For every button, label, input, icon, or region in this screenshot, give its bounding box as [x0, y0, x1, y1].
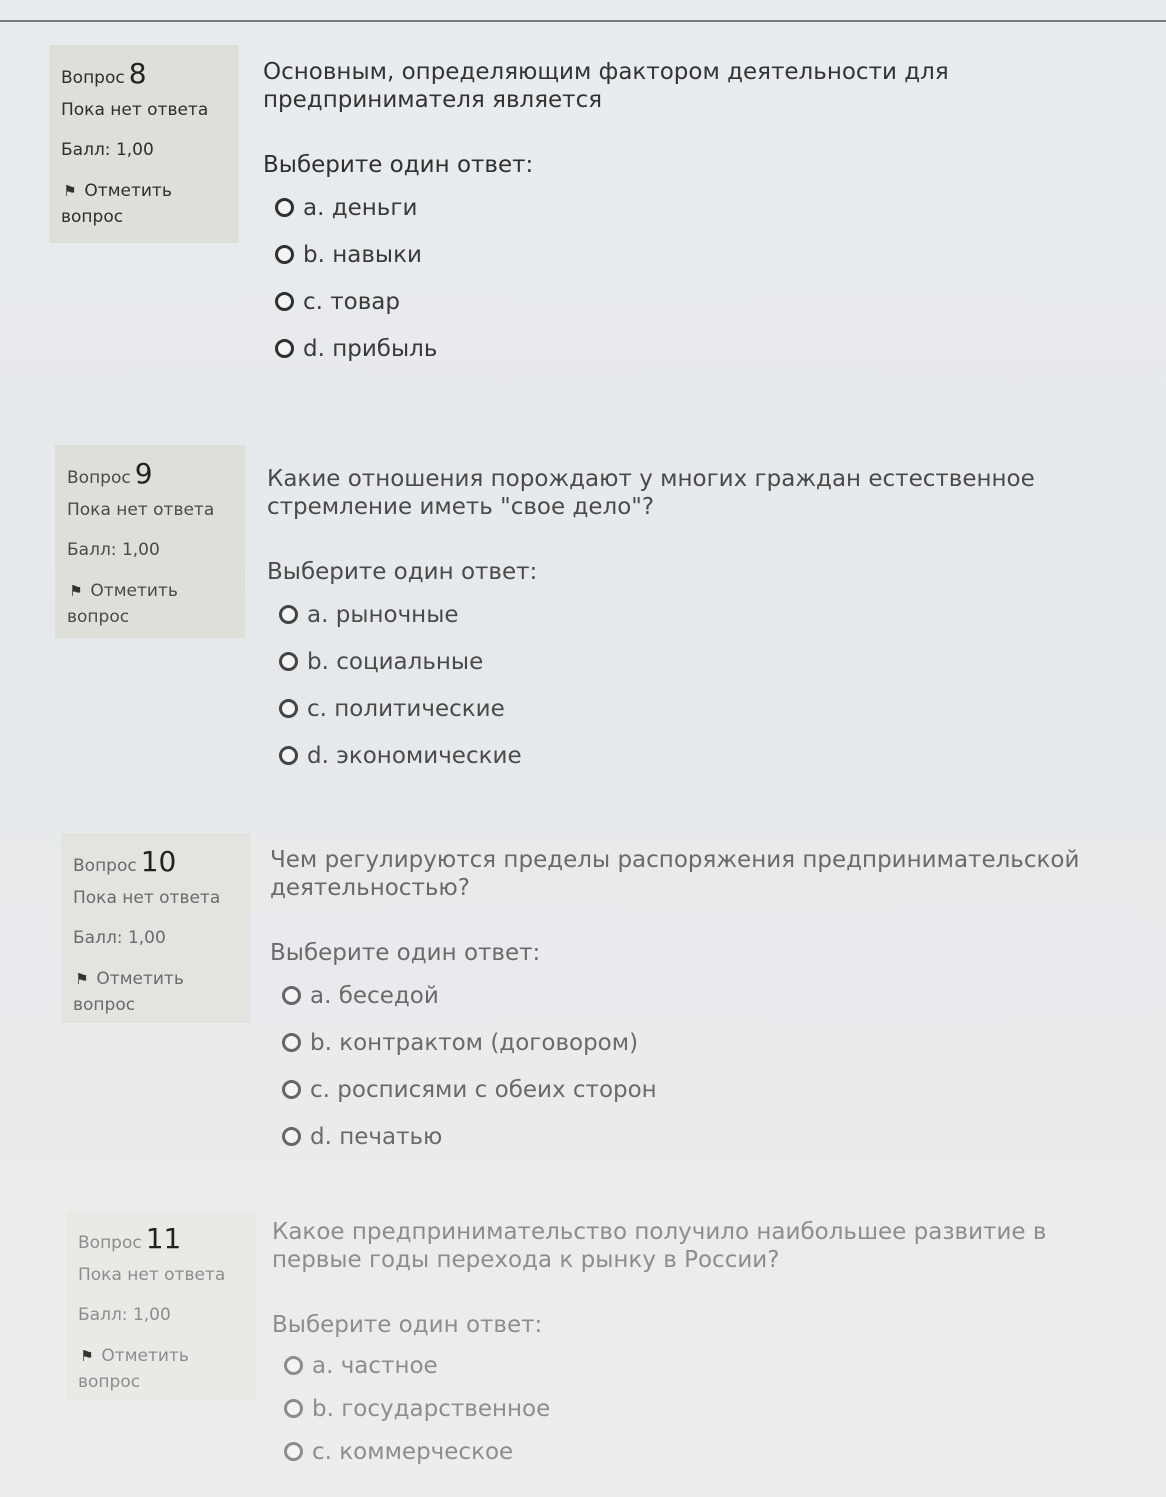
answer-option-c[interactable]: [275, 278, 1103, 325]
question-info: [66, 1210, 256, 1400]
flag-question-label: Отметить вопрос: [67, 581, 178, 627]
answer-prompt: Выберите один ответ:: [272, 1312, 543, 1338]
answer-option-d[interactable]: [279, 732, 1107, 779]
radio-button[interactable]: [284, 1399, 303, 1418]
answer-option-d[interactable]: [282, 1113, 1110, 1160]
radio-button[interactable]: [282, 986, 301, 1005]
question-content: [272, 1218, 1112, 1473]
answer-list: [270, 972, 1110, 1160]
flag-icon: ⚑: [69, 582, 83, 600]
radio-button[interactable]: [279, 605, 298, 624]
question-label: Вопрос: [73, 856, 137, 876]
answer-label: c. товар: [303, 288, 400, 315]
answer-option-a[interactable]: [275, 184, 1103, 231]
flag-question-label: Отметить вопрос: [73, 969, 184, 1015]
answer-option-b[interactable]: [275, 231, 1103, 278]
radio-button[interactable]: [279, 699, 298, 718]
answer-option-c[interactable]: [284, 1430, 1112, 1473]
answer-prompt: Выберите один ответ:: [267, 559, 538, 585]
answer-label: b. государственное: [312, 1395, 551, 1422]
question-state: Пока нет ответа: [61, 100, 209, 120]
flag-icon: ⚑: [63, 182, 77, 200]
question-info: [49, 45, 239, 243]
question-grade: Балл: 1,00: [61, 140, 154, 160]
answer-prompt: Выберите один ответ:: [270, 940, 541, 966]
question-grade: Балл: 1,00: [67, 540, 160, 560]
answer-label: b. контрактом (договором): [310, 1029, 639, 1056]
answer-label: b. социальные: [307, 648, 484, 675]
answer-label: a. деньги: [303, 194, 418, 221]
answer-label: d. печатью: [310, 1123, 443, 1150]
answer-label: a. беседой: [310, 982, 439, 1009]
question-info: [61, 833, 251, 1023]
flag-icon: ⚑: [75, 970, 89, 988]
question-info: [55, 445, 245, 638]
question-state: Пока нет ответа: [67, 500, 215, 520]
radio-button[interactable]: [282, 1080, 301, 1099]
answer-label: b. навыки: [303, 241, 422, 268]
radio-button[interactable]: [284, 1356, 303, 1375]
question-content: [263, 58, 1103, 372]
flag-question-link[interactable]: [61, 178, 229, 230]
answer-label: a. рыночные: [307, 601, 459, 628]
answer-option-b[interactable]: [282, 1019, 1110, 1066]
answer-option-a[interactable]: [282, 972, 1110, 1019]
radio-button[interactable]: [275, 245, 294, 264]
flag-question-link[interactable]: [67, 578, 235, 630]
radio-button[interactable]: [282, 1127, 301, 1146]
answer-list: [267, 591, 1107, 779]
flag-question-link[interactable]: [73, 966, 241, 1018]
question-text: Какое предпринимательство получило наибольшее развитие в первые годы перехода к рынку в России?: [272, 1219, 1047, 1273]
answer-label: d. прибыль: [303, 335, 438, 362]
radio-button[interactable]: [284, 1442, 303, 1461]
top-divider: [0, 20, 1166, 22]
answer-option-b[interactable]: [284, 1387, 1112, 1430]
radio-button[interactable]: [279, 746, 298, 765]
answer-label: c. политические: [307, 695, 505, 722]
question-number: 11: [145, 1222, 182, 1255]
answer-label: a. частное: [312, 1352, 438, 1379]
question-text: Какие отношения порождают у многих граждан естественное стремление иметь "свое дело"?: [267, 466, 1035, 520]
answer-option-c[interactable]: [282, 1066, 1110, 1113]
flag-icon: ⚑: [80, 1347, 94, 1365]
question-content: [270, 846, 1110, 1160]
flag-question-label: Отметить вопрос: [78, 1346, 189, 1392]
radio-button[interactable]: [279, 652, 298, 671]
radio-button[interactable]: [282, 1033, 301, 1052]
question-label: Вопрос: [78, 1233, 142, 1253]
question-number: 9: [134, 457, 153, 490]
answer-list: [272, 1344, 1112, 1473]
answer-label: d. экономические: [307, 742, 522, 769]
flag-question-link[interactable]: [78, 1343, 246, 1395]
question-label: Вопрос: [61, 68, 125, 88]
radio-button[interactable]: [275, 292, 294, 311]
question-number: 10: [140, 845, 177, 878]
radio-button[interactable]: [275, 339, 294, 358]
answer-option-d[interactable]: [275, 325, 1103, 372]
answer-label: c. коммерческое: [312, 1438, 514, 1465]
answer-label: c. росписями с обеих сторон: [310, 1076, 657, 1103]
answer-option-c[interactable]: [279, 685, 1107, 732]
question-state: Пока нет ответа: [78, 1265, 226, 1285]
answer-option-a[interactable]: [284, 1344, 1112, 1387]
answer-option-a[interactable]: [279, 591, 1107, 638]
question-text: Основным, определяющим фактором деятельности для предпринимателя является: [263, 59, 949, 113]
radio-button[interactable]: [275, 198, 294, 217]
question-number: 8: [128, 57, 147, 90]
flag-question-label: Отметить вопрос: [61, 181, 172, 227]
question-label: Вопрос: [67, 468, 131, 488]
question-grade: Балл: 1,00: [78, 1305, 171, 1325]
question-grade: Балл: 1,00: [73, 928, 166, 948]
answer-list: [263, 184, 1103, 372]
question-content: [267, 465, 1107, 779]
answer-option-b[interactable]: [279, 638, 1107, 685]
question-state: Пока нет ответа: [73, 888, 221, 908]
answer-prompt: Выберите один ответ:: [263, 152, 534, 178]
question-text: Чем регулируются пределы распоряжения предпринимательской деятельностью?: [270, 847, 1080, 901]
